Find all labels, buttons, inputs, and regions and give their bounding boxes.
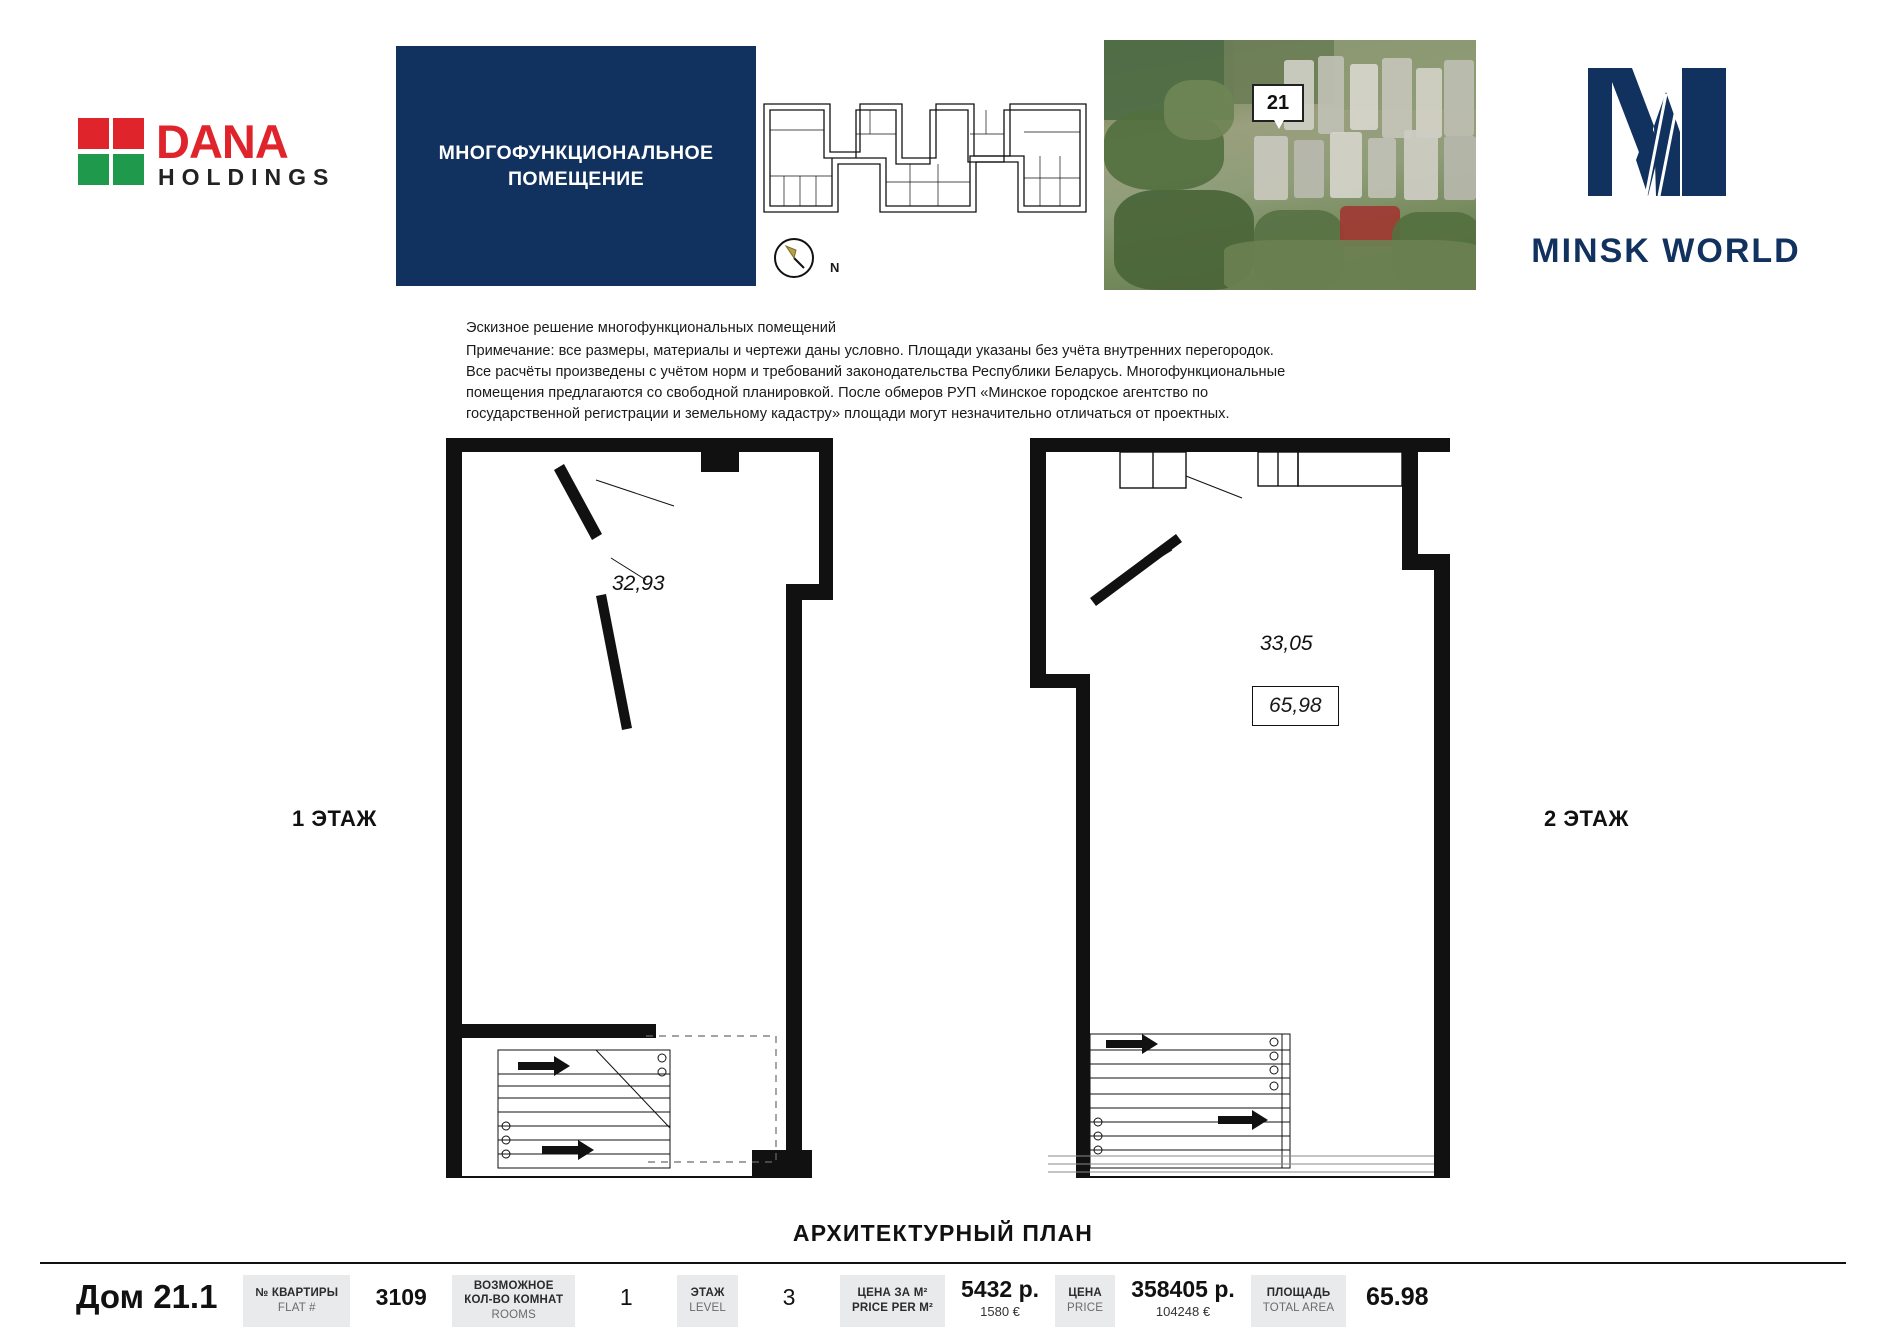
floorplan-level-2-drawing: [1030, 438, 1450, 1178]
rooms-field: [452, 1264, 677, 1330]
area-label-level-2: 33,05: [1260, 632, 1313, 655]
price-per-m2-value-eur: 1580 €: [980, 1303, 1020, 1319]
price-value-wrap: [1115, 1276, 1251, 1319]
price-per-m2-label: [840, 1275, 945, 1327]
level-field: [677, 1264, 840, 1330]
total-area-field: [1251, 1264, 1448, 1330]
flat-number-value-wrap: [350, 1284, 452, 1311]
floor-label-level-2: 2 ЭТАЖ: [1544, 806, 1629, 831]
house-number: Дом 21.1: [76, 1278, 218, 1315]
compass-icon: [772, 236, 842, 282]
page-header: [0, 0, 1886, 300]
dana-holdings-logo: [78, 112, 368, 192]
level-label-en: LEVEL: [689, 1301, 727, 1314]
floorplan-level-2: [1030, 438, 1450, 1178]
dana-brand-name: DANA: [156, 115, 288, 168]
floor-label-level-1: 1 ЭТАЖ: [292, 806, 377, 831]
total-area-label-en: TOTAL AREA: [1262, 1301, 1335, 1314]
floorplan-level-1-drawing: [446, 438, 906, 1178]
area-label-level-1: 32,93: [612, 572, 665, 595]
price-per-m2-value: 5432 р.: [961, 1275, 1040, 1302]
price-label: [1055, 1275, 1115, 1327]
disclaimer-note: [466, 318, 1406, 425]
price-per-m2-label-ru: ЦЕНА ЗА М²: [857, 1287, 928, 1300]
plan-caption: АРХИТЕКТУРНЫЙ ПЛАН: [792, 1220, 1094, 1246]
note-line-4: помещения предлагаются со свободной планировкой. После обмеров РУП «Минское городское агентство по: [466, 385, 1209, 401]
building-floor-key-plan-icon: [760, 100, 1090, 220]
note-line-5: государственной регистрации и земельному кадастру» площади могут незначительно отличаться от проектных.: [466, 406, 1230, 422]
compass-north-label: N: [830, 260, 840, 275]
note-line-1: Эскизное решение многофункциональных помещений: [466, 320, 837, 336]
total-area-label: [1251, 1275, 1346, 1327]
flat-number-label: [243, 1275, 350, 1327]
price-label-ru: ЦЕНА: [1068, 1287, 1102, 1300]
total-area-value: 65.98: [1365, 1282, 1429, 1311]
price-label-en: PRICE: [1067, 1301, 1104, 1314]
total-area-value-wrap: [1346, 1283, 1448, 1312]
rooms-label-ru2: КОЛ-ВО КОМНАТ: [464, 1294, 564, 1307]
price-per-m2-label-en: PRICE PER M²: [852, 1301, 934, 1314]
dana-brand-subtitle: HOLDINGS: [158, 164, 336, 190]
flat-number-label-en: FLAT #: [277, 1301, 316, 1314]
price-field: [1055, 1264, 1251, 1330]
total-area-label-ru: ПЛОЩАДЬ: [1266, 1287, 1331, 1300]
price-value-eur: 104248 €: [1155, 1303, 1211, 1319]
note-line-2: Примечание: все размеры, материалы и чертежи даны условно. Площади указаны без учёта внутренних перегородок.: [466, 343, 1274, 359]
level-value-wrap: [738, 1284, 840, 1311]
price-value: 358405 р.: [1131, 1275, 1235, 1302]
total-area-callout: 65,98: [1252, 686, 1339, 726]
level-label-ru: ЭТАЖ: [690, 1287, 725, 1300]
flat-number-label-ru: № КВАРТИРЫ: [255, 1287, 339, 1300]
aerial-site-photo: [1104, 40, 1476, 290]
document-title-line1: МНОГОФУНКЦИОНАЛЬНОЕ: [438, 141, 714, 164]
rooms-label: [452, 1275, 575, 1327]
rooms-value-wrap: [575, 1284, 677, 1311]
mw-monogram-icon: [1516, 60, 1816, 220]
flat-number-field: [243, 1264, 452, 1330]
building-number-badge: 21: [1252, 84, 1304, 122]
rooms-label-ru1: ВОЗМОЖНОЕ: [473, 1279, 554, 1292]
rooms-value: 1: [619, 1283, 633, 1310]
level-value: 3: [782, 1283, 796, 1310]
minsk-world-logo: [1516, 60, 1816, 280]
price-per-m2-field: [840, 1264, 1055, 1330]
price-per-m2-value-wrap: [945, 1276, 1055, 1319]
document-title-line2: ПОМЕЩЕНИЕ: [507, 168, 644, 190]
minsk-world-wordmark: MINSK WORLD: [1531, 232, 1801, 270]
dana-squares-logo-icon: [78, 118, 146, 186]
level-label: [677, 1275, 738, 1327]
document-title-box: [396, 46, 756, 286]
specs-footer: [40, 1262, 1846, 1330]
rooms-label-en: ROOMS: [491, 1308, 536, 1321]
note-line-3: Все расчёты произведены с учётом норм и требований законодательства Республики Беларусь. Многофункциональные: [466, 364, 1286, 380]
flat-number-value: 3109: [375, 1283, 427, 1310]
floorplan-level-1: [446, 438, 906, 1178]
